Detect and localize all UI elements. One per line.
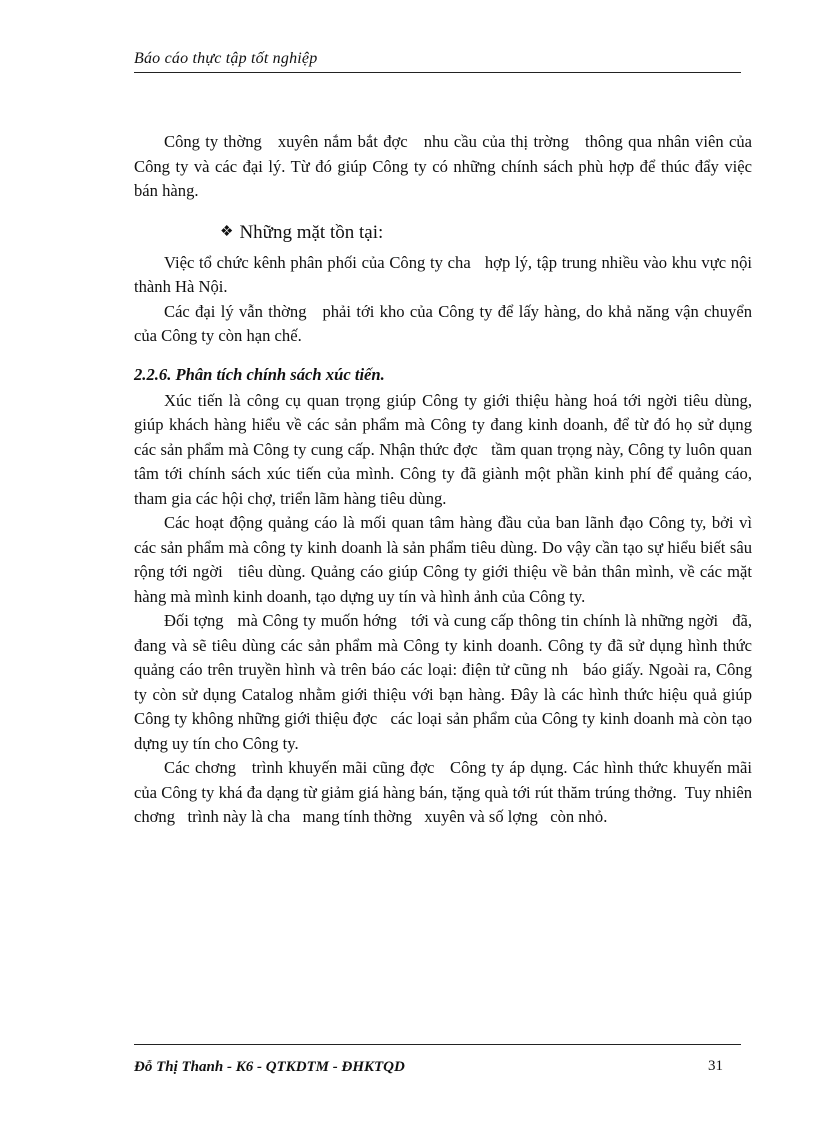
paragraph-distribution-channel: Việc tổ chức kênh phân phối của Công ty cha hợp lý, tập trung nhiều vào khu vực nội thành Hà Nội. <box>134 252 757 296</box>
page-content <box>134 130 757 830</box>
paragraph-advertising: Các hoạt động quảng cáo là mối quan tâm hàng đầu của ban lãnh đạo Công ty, bởi vì các sản phẩm mà công ty kinh doanh là sản phẩm tiêu dùng. Do vậy cần tạo sự hiểu biết sâu rộng tới ngời tiêu dùng. Quảng cáo giúp Công ty giới thiệu về bản thân mình, về các mặt hàng mà mình kinh doanh, tạo dựng uy tín và hình ảnh của Công ty. <box>134 513 757 606</box>
paragraph-promotion-intro: Xúc tiến là công cụ quan trọng giúp Công ty giới thiệu hàng hoá tới ngời tiêu dùng, giúp khách hàng hiểu về các sản phẩm mà Công ty đang kinh doanh, để từ đó họ sử dụng các sản phẩm mà Công ty cung cấp. Nhận thức đợc tầm quan trọng này, Công ty luôn quan tâm tới chính sách xúc tiến của mình. Công ty đã giành một phần kinh phí để quảng cáo, tham gia các hội chợ, triển lãm hàng tiêu dùng. <box>134 390 757 508</box>
paragraph-target-audience: Đối tợng mà Công ty muốn hớng tới và cung cấp thông tin chính là những ngời đã, đang và sẽ tiêu dùng các sản phẩm mà Công ty kinh doanh. Công ty đã sử dụng hình thức quảng cáo trên truyền hình và trên báo các loại: điện tử cũng nh báo giấy. Ngoài ra, Công ty còn sử dụng Catalog nhằm giới thiệu với bạn hàng. Đây là các hình thức hiệu quả giúp Công ty không những giới thiệu đợc các loại sản phẩm của Công ty kinh doanh mà còn tạo dựng uy tín cho Công ty. <box>134 611 757 753</box>
running-header-title: Báo cáo thực tập tốt nghiệp <box>134 50 318 67</box>
page-number: 31 <box>708 1058 723 1074</box>
paragraph-sales-promotion: Các chơng trình khuyến mãi cũng đợc Công ty áp dụng. Các hình thức khuyến mãi của Công ty khá đa dạng từ giảm giá hàng bán, tặng quà tới rút thăm trúng thởng. Tuy nhiên chơng trình này là cha mang tính thờng xuyên và số lợng còn nhỏ. <box>134 758 757 826</box>
bullet-heading-shortcomings <box>220 220 752 245</box>
diamond-bullet-icon: ❖ <box>220 223 234 240</box>
section-heading-promotion: 2.2.6. Phân tích chính sách xúc tiến. <box>134 364 385 384</box>
footer-divider <box>134 1044 741 1045</box>
bullet-heading-text: Những mặt tồn tại: <box>239 221 384 243</box>
paragraph-market-needs: Công ty thờng xuyên nắm bắt đợc nhu cầu của thị trờng thông qua nhân viên của Công ty và các đại lý. Từ đó giúp Công ty có những chính sách phù hợp để thúc đẩy việc bán hàng. <box>134 132 757 200</box>
footer-author: Đỗ Thị Thanh - K6 - QTKDTM - ĐHKTQD <box>134 1059 405 1075</box>
header-divider <box>134 72 741 73</box>
paragraph-agents-warehouse: Các đại lý vẫn thờng phải tới kho của Công ty để lấy hàng, do khả năng vận chuyển của Công ty còn hạn chế. <box>134 301 757 345</box>
